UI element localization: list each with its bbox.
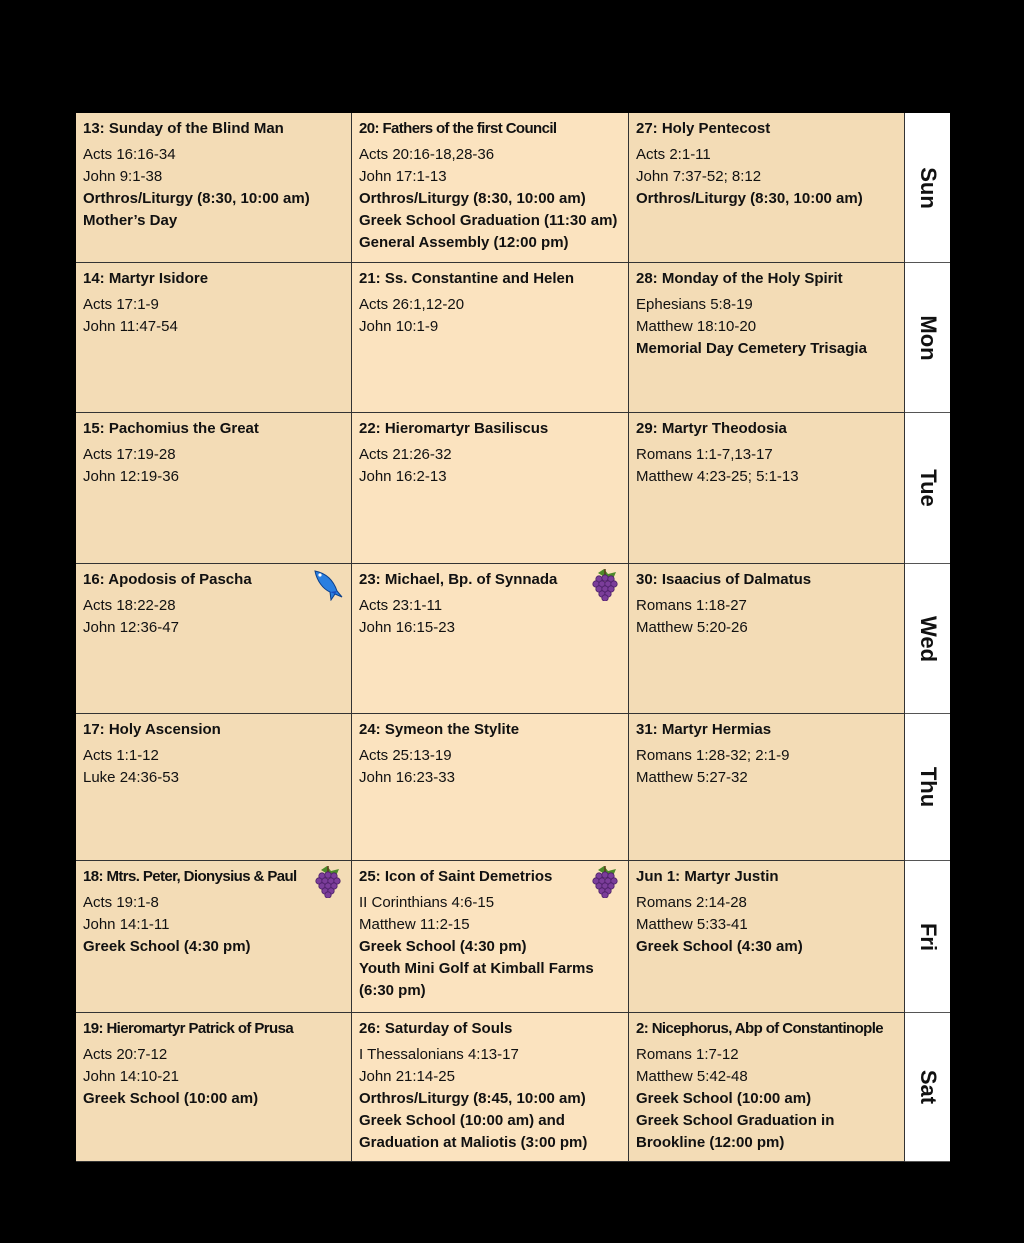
- day-title: 26: Saturday of Souls: [359, 1020, 513, 1037]
- weekday-label: [905, 113, 950, 263]
- scripture-reading: Romans 2:14-28: [636, 894, 747, 911]
- event-item: Orthros/Liturgy (8:30, 10:00 am): [359, 190, 586, 207]
- day-title: Jun 1: Martyr Justin: [636, 868, 779, 885]
- scripture-reading: Acts 26:1,12-20: [359, 296, 465, 313]
- weekday-label: [905, 714, 950, 861]
- weekday-label: [905, 564, 950, 714]
- event-item: Greek School (4:30 pm): [83, 938, 251, 955]
- day-title: 30: Isaacius of Dalmatus: [636, 571, 812, 588]
- calendar-day-cell: [629, 714, 905, 861]
- scripture-reading: Matthew 11:2-15: [359, 916, 470, 933]
- calendar-day-cell: [352, 861, 629, 1013]
- scripture-reading: Acts 23:1-11: [359, 597, 443, 614]
- scripture-reading: Matthew 5:20-26: [636, 619, 748, 636]
- grapes-icon: [588, 567, 622, 601]
- day-title: 16: Apodosis of Pascha: [83, 571, 252, 588]
- scripture-reading: Acts 16:16-34: [83, 146, 176, 163]
- calendar-grid: [76, 113, 950, 1162]
- calendar-day-cell: [76, 263, 352, 413]
- calendar-day-cell: [352, 413, 629, 564]
- scripture-reading: Acts 19:1-8: [83, 894, 159, 911]
- scripture-reading: John 10:1-9: [359, 318, 439, 335]
- scripture-reading: Acts 18:22-28: [83, 597, 176, 614]
- calendar-day-cell: [76, 413, 352, 564]
- scripture-reading: II Corinthians 4:6-15: [359, 894, 495, 911]
- day-title: 2: Nicephorus, Abp of Constantinople: [636, 1020, 884, 1037]
- day-title: 18: Mtrs. Peter, Dionysius & Paul: [83, 868, 297, 885]
- day-title: 29: Martyr Theodosia: [636, 420, 787, 437]
- event-item: Youth Mini Golf at Kimball Farms (6:30 pm): [359, 960, 594, 999]
- scripture-reading: John 12:19-36: [83, 468, 179, 485]
- event-item: Greek School (10:00 am): [636, 1090, 812, 1107]
- scripture-reading: Matthew 18:10-20: [636, 318, 757, 335]
- weekday-label: [905, 861, 950, 1013]
- calendar-day-cell: [352, 1013, 629, 1162]
- weekday-label: [905, 1013, 950, 1162]
- scripture-reading: John 16:15-23: [359, 619, 455, 636]
- scripture-reading: John 17:1-13: [359, 168, 447, 185]
- calendar-day-cell: [76, 1013, 352, 1162]
- scripture-reading: Acts 20:7-12: [83, 1046, 168, 1063]
- scripture-reading: John 16:23-33: [359, 769, 455, 786]
- event-item: Greek School Graduation (11:30 am): [359, 212, 618, 229]
- weekday-label: [905, 263, 950, 413]
- scripture-reading: Acts 25:13-19: [359, 747, 452, 764]
- scripture-reading: Acts 20:16-18,28-36: [359, 146, 495, 163]
- scripture-reading: Romans 1:7-12: [636, 1046, 739, 1063]
- event-item: Orthros/Liturgy (8:45, 10:00 am): [359, 1090, 586, 1107]
- scripture-reading: Romans 1:18-27: [636, 597, 747, 614]
- day-title: 25: Icon of Saint Demetrios: [359, 868, 553, 885]
- event-item: Greek School Graduation in Brookline (12:00 pm): [636, 1112, 835, 1151]
- day-title: 20: Fathers of the first Council: [359, 120, 557, 137]
- weekday-text: Sun: [915, 166, 941, 209]
- calendar-day-cell: [629, 113, 905, 263]
- scripture-reading: Luke 24:36-53: [83, 769, 179, 786]
- scripture-reading: John 12:36-47: [83, 619, 179, 636]
- event-item: Greek School (4:30 am): [636, 938, 803, 955]
- event-item: Greek School (10:00 am): [83, 1090, 259, 1107]
- calendar-day-cell: [629, 413, 905, 564]
- event-item: Memorial Day Cemetery Trisagia: [636, 340, 867, 357]
- scripture-reading: Matthew 5:33-41: [636, 916, 748, 933]
- day-title: 15: Pachomius the Great: [83, 420, 259, 437]
- calendar-day-cell: [76, 861, 352, 1013]
- calendar-day-cell: [352, 113, 629, 263]
- day-title: 28: Monday of the Holy Spirit: [636, 270, 843, 287]
- scripture-reading: John 21:14-25: [359, 1068, 455, 1085]
- calendar-day-cell: [352, 564, 629, 714]
- calendar-day-cell: [76, 113, 352, 263]
- calendar-day-cell: [629, 1013, 905, 1162]
- weekday-text: Tue: [915, 469, 941, 507]
- day-title: 27: Holy Pentecost: [636, 120, 771, 137]
- event-item: Orthros/Liturgy (8:30, 10:00 am): [636, 190, 863, 207]
- grapes-icon: [588, 864, 622, 898]
- scripture-reading: Romans 1:28-32; 2:1-9: [636, 747, 790, 764]
- calendar-day-cell: [352, 263, 629, 413]
- weekday-text: Thu: [915, 766, 941, 808]
- scripture-reading: Romans 1:1-7,13-17: [636, 446, 773, 463]
- calendar-day-cell: [629, 263, 905, 413]
- scripture-reading: John 7:37-52; 8:12: [636, 168, 762, 185]
- scripture-reading: Acts 17:1-9: [83, 296, 159, 313]
- scripture-reading: Ephesians 5:8-19: [636, 296, 753, 313]
- scripture-reading: Acts 2:1-11: [636, 146, 711, 163]
- scripture-reading: Acts 17:19-28: [83, 446, 176, 463]
- event-item: Mother’s Day: [83, 212, 178, 229]
- scripture-reading: I Thessalonians 4:13-17: [359, 1046, 519, 1063]
- weekday-text: Sat: [915, 1069, 941, 1105]
- weekday-text: Fri: [915, 922, 941, 951]
- day-title: 17: Holy Ascension: [83, 721, 221, 738]
- day-title: 21: Ss. Constantine and Helen: [359, 270, 575, 287]
- grapes-icon: [311, 864, 345, 898]
- calendar-day-cell: [76, 564, 352, 714]
- scripture-reading: John 16:2-13: [359, 468, 447, 485]
- event-item: Greek School (4:30 pm): [359, 938, 527, 955]
- weekday-label: [905, 413, 950, 564]
- calendar-day-cell: [629, 564, 905, 714]
- event-item: Greek School (10:00 am) and Graduation at Maliotis (3:00 pm): [359, 1112, 588, 1151]
- scripture-reading: John 14:10-21: [83, 1068, 179, 1085]
- calendar-day-cell: [352, 714, 629, 861]
- day-title: 22: Hieromartyr Basiliscus: [359, 420, 549, 437]
- event-item: Orthros/Liturgy (8:30, 10:00 am): [83, 190, 310, 207]
- scripture-reading: John 9:1-38: [83, 168, 163, 185]
- day-title: 31: Martyr Hermias: [636, 721, 772, 738]
- scripture-reading: John 11:47-54: [83, 318, 178, 335]
- scripture-reading: Matthew 5:27-32: [636, 769, 748, 786]
- day-title: 23: Michael, Bp. of Synnada: [359, 571, 558, 588]
- day-title: 14: Martyr Isidore: [83, 270, 209, 287]
- day-title: 24: Symeon the Stylite: [359, 721, 520, 738]
- day-title: 13: Sunday of the Blind Man: [83, 120, 284, 137]
- scripture-reading: Matthew 5:42-48: [636, 1068, 748, 1085]
- fish-icon: [311, 567, 345, 601]
- weekday-text: Wed: [915, 615, 941, 662]
- scripture-reading: Acts 21:26-32: [359, 446, 452, 463]
- day-title: 19: Hieromartyr Patrick of Prusa: [83, 1020, 294, 1037]
- weekday-text: Mon: [915, 314, 941, 361]
- scripture-reading: Acts 1:1-12: [83, 747, 159, 764]
- event-item: General Assembly (12:00 pm): [359, 234, 569, 251]
- calendar-day-cell: [76, 714, 352, 861]
- scripture-reading: Matthew 4:23-25; 5:1-13: [636, 468, 799, 485]
- scripture-reading: John 14:1-11: [83, 916, 170, 933]
- calendar-day-cell: [629, 861, 905, 1013]
